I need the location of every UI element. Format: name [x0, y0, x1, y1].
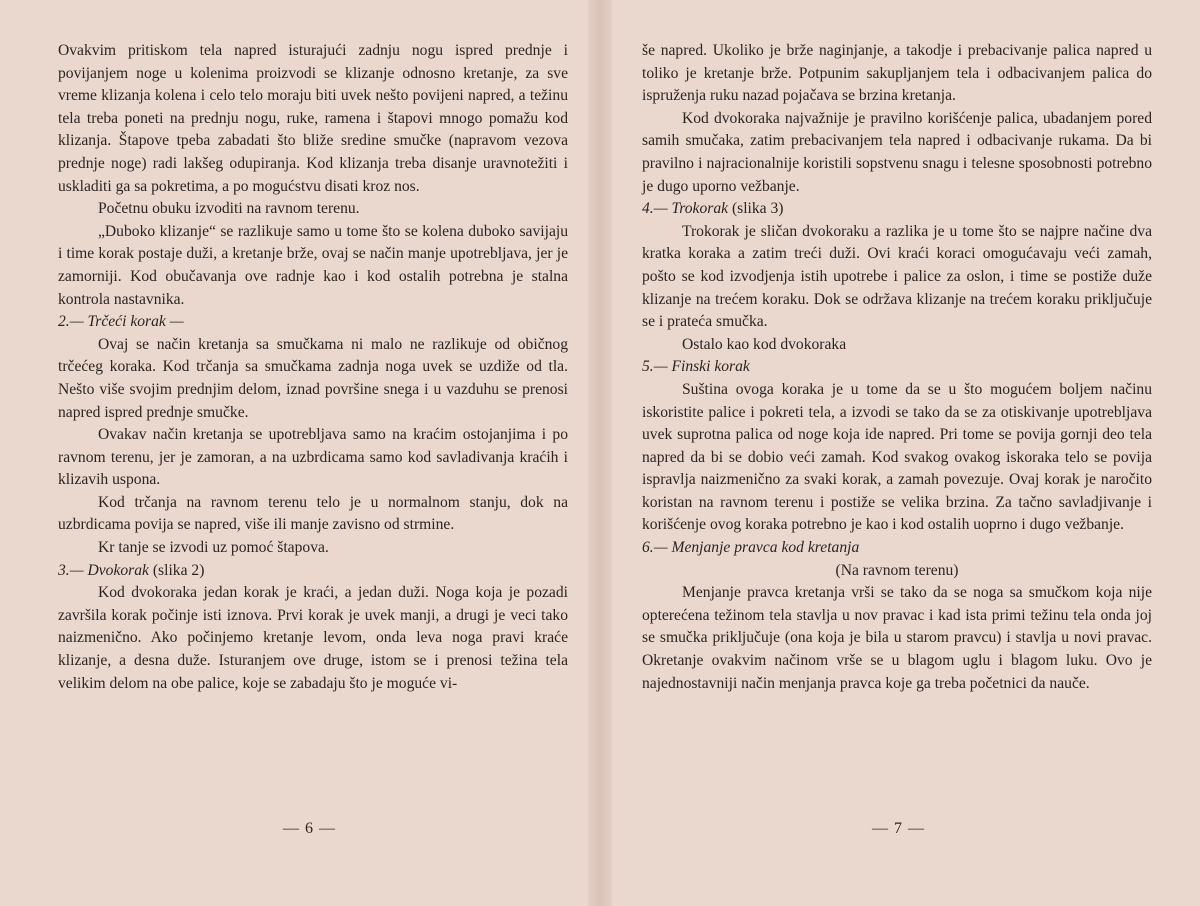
heading-title: 4.— Trokorak [642, 200, 729, 218]
paragraph: Kr tanje se izvodi uz pomoć štapova. [98, 539, 329, 557]
paragraph: „Duboko klizanje“ se razlikuje samo u tome što se kolena duboko savijaju i time korak postaje duži, a kretanje brže, ovaj se način manje upotrebljava, jer je zamorniji. Kod obučavanja ove radnje kao i kod ostalih potrebna je stalna kontrola nastavnika. [58, 222, 568, 308]
paragraph: Ostalo kao kod dvokoraka [682, 335, 847, 353]
section-heading: 6.— Menjanje pravca kod kretanja [642, 539, 860, 557]
heading-title: 3.— Dvokorak [58, 561, 149, 579]
heading-figure-ref: (slika 2) [148, 561, 205, 579]
page-number: — 7 — [872, 820, 925, 837]
paragraph: Početnu obuku izvoditi na ravnom terenu. [98, 200, 360, 218]
section-heading: 2.— Trčeći korak — [58, 313, 184, 331]
section-heading [58, 560, 568, 583]
section-heading [642, 198, 1152, 221]
paragraph: Trokorak je sličan dvokoraku a razlika je u tome što se najpre načine dva kratka koraka a zatim treći duži. Ovi kraći koraci omogućavaju veći zamah, pošto se kod izvodjenja istih upotrebe i palice za oslon, i time se postiže duže klizanje na trećem koraku. Dok se održava klizanje na trećem koraku priključuje se i prateća smučka. [642, 222, 1152, 331]
paragraph: Kod dvokoraka najvažnije je pravilno korišćenje palica, ubadanjem pored samih smučaka, zatim prebacivanjem tela napred i odbacivanje rukama. Da bi pravilno i najracionalnije koristili sopstvenu snagu i telesne sposobnosti potrebno je dugo uporno vežbanje. [642, 109, 1152, 195]
section-subheading: (Na ravnom terenu) [835, 561, 959, 579]
paragraph: Ovaj se način kretanja sa smučkama ni malo ne razlikuje od običnog trčećeg koraka. Kod trčanja sa smučkama zadnja noga uvek se uzdiže od tla. Nešto više svojim prednjim delom, iznad površine snega i u vazduhu se prenosi napred ispred prednje smučke. [58, 335, 568, 421]
left-page [58, 40, 568, 695]
paragraph: Kod trčanja na ravnom terenu telo je u normalnom stanju, dok na uzbrdicama povija se napred, više ili manje zavisno od strmine. [58, 493, 568, 534]
section-heading: 5.— Finski korak [642, 358, 750, 376]
paragraph: še napred. Ukoliko je brže naginjanje, a takodje i prebacivanje palica napred u toliko je kretanje brže. Potpunim sakupljanjem tela i odbacivanjem palica do ispruženja ruku nazad pojačava se brzina kretanja. [642, 42, 1152, 105]
paragraph: Ovakav način kretanja se upotrebljava samo na kraćim ostojanjima i po ravnom terenu, jer je zamoran, a na uzbrdicama samo kod savladivanja kraćih i klizavih uspona. [58, 426, 568, 489]
paragraph: Ovakvim pritiskom tela napred isturajući zadnju nogu ispred prednje i povijanjem noge u kolenima proizvodi se klizanje odnosno kretanje, za sve vreme klizanja kolena i celo telo moraju biti uvek nešto povijeni napred, a težinu tela treba poneti na prednju nogu, ruke, ramena i štapovi mnogo pomažu kod klizanja. Štapove tpeba zabadati što bliže sredine smučke (napravom vezova prednje noge) radi lakšeg odupiranja. Kod klizanja treba disanje uravnotežiti i uskladiti ga sa pokretima, a po mogućstvu disati kroz nos. [58, 42, 568, 195]
paragraph: Menjanje pravca kretanja vrši se tako da se noga sa smučkom koja nije opterećena težinom tela stavlja u nov pravac i kad ista primi težinu tela onda joj se smučka priključuje (ona koja je bila u starom pravcu) i stavlja u novi pravac. Okretanje ovakvim načinom vrše se u blagom uglu i blagom luku. Ovo je najednostavniji način menjanja pravca koje ga treba početnici da nauče. [642, 584, 1152, 692]
book-gutter [588, 0, 612, 906]
heading-figure-ref: (slika 3) [728, 200, 784, 218]
paragraph: Kod dvokoraka jedan korak je kraći, a jedan duži. Noga koja je pozadi završila korak počinje isti iznova. Prvi korak je uvek manji, a drugi je veci tako naizmenično. Ako počinjemo kretanje levom, onda leva noga pravi kraće klizanje, a desna duže. Isturanjem ove druge, istom se i prenosi težina tela velikim delom na obe palice, koje se zabadaju što je moguće vi- [58, 584, 568, 692]
right-page [642, 40, 1152, 695]
paragraph: Suština ovoga koraka je u tome da se u što mogućem boljem načinu iskoristite palice i pokreti tela, a izvodi se tako da se za otiskivanje upotrebljava uvek suprotna palica od noge koja ide napred. Pri tome se povija gornji deo tela napred da bi se dobio veći zamah. Kod svakog ovakog iskoraka telo se povija ispravlja naizmenično za svaki korak, a zamah povezuje. Ovaj korak je naročito koristan na ravnom terenu i postiže se velika brzina. Za tačno savladjivanje i korišćenje ovog koraka potrebno je kao i kod ostalih uoprno i dugo vežbanje. [642, 380, 1152, 534]
page-number: — 6 — [283, 820, 336, 837]
